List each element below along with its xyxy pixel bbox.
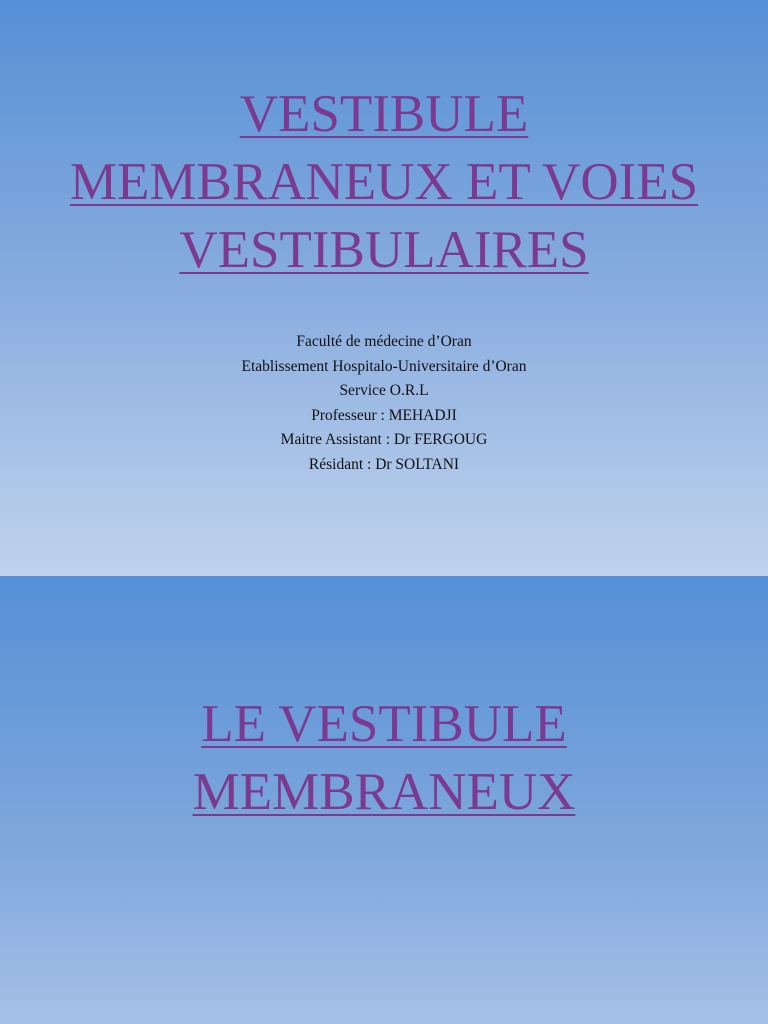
info-line-professor: Professeur : MEHADJI (311, 406, 457, 424)
title-line: VESTIBULE (239, 85, 529, 143)
author-info (0, 330, 768, 477)
info-line-faculty: Faculté de médecine d’Oran (296, 333, 472, 350)
slide-title-heading (0, 80, 768, 284)
title-line: MEMBRANEUX ET VOIES (69, 153, 699, 211)
info-line-resident: Résidant : Dr SOLTANI (308, 455, 460, 473)
title-line: VESTIBULAIRES (179, 221, 589, 279)
title-line: LE VESTIBULE (201, 695, 567, 753)
info-line-assistant: Maitre Assistant : Dr FERGOUG (280, 431, 488, 448)
title-line: MEMBRANEUX (192, 763, 576, 821)
slide-section-title (0, 576, 768, 1024)
info-line-service: Service O.R.L (339, 382, 429, 399)
section-title-heading (0, 690, 768, 826)
info-line-institution: Etablissement Hospitalo-Universitaire d’Oran (241, 357, 527, 375)
